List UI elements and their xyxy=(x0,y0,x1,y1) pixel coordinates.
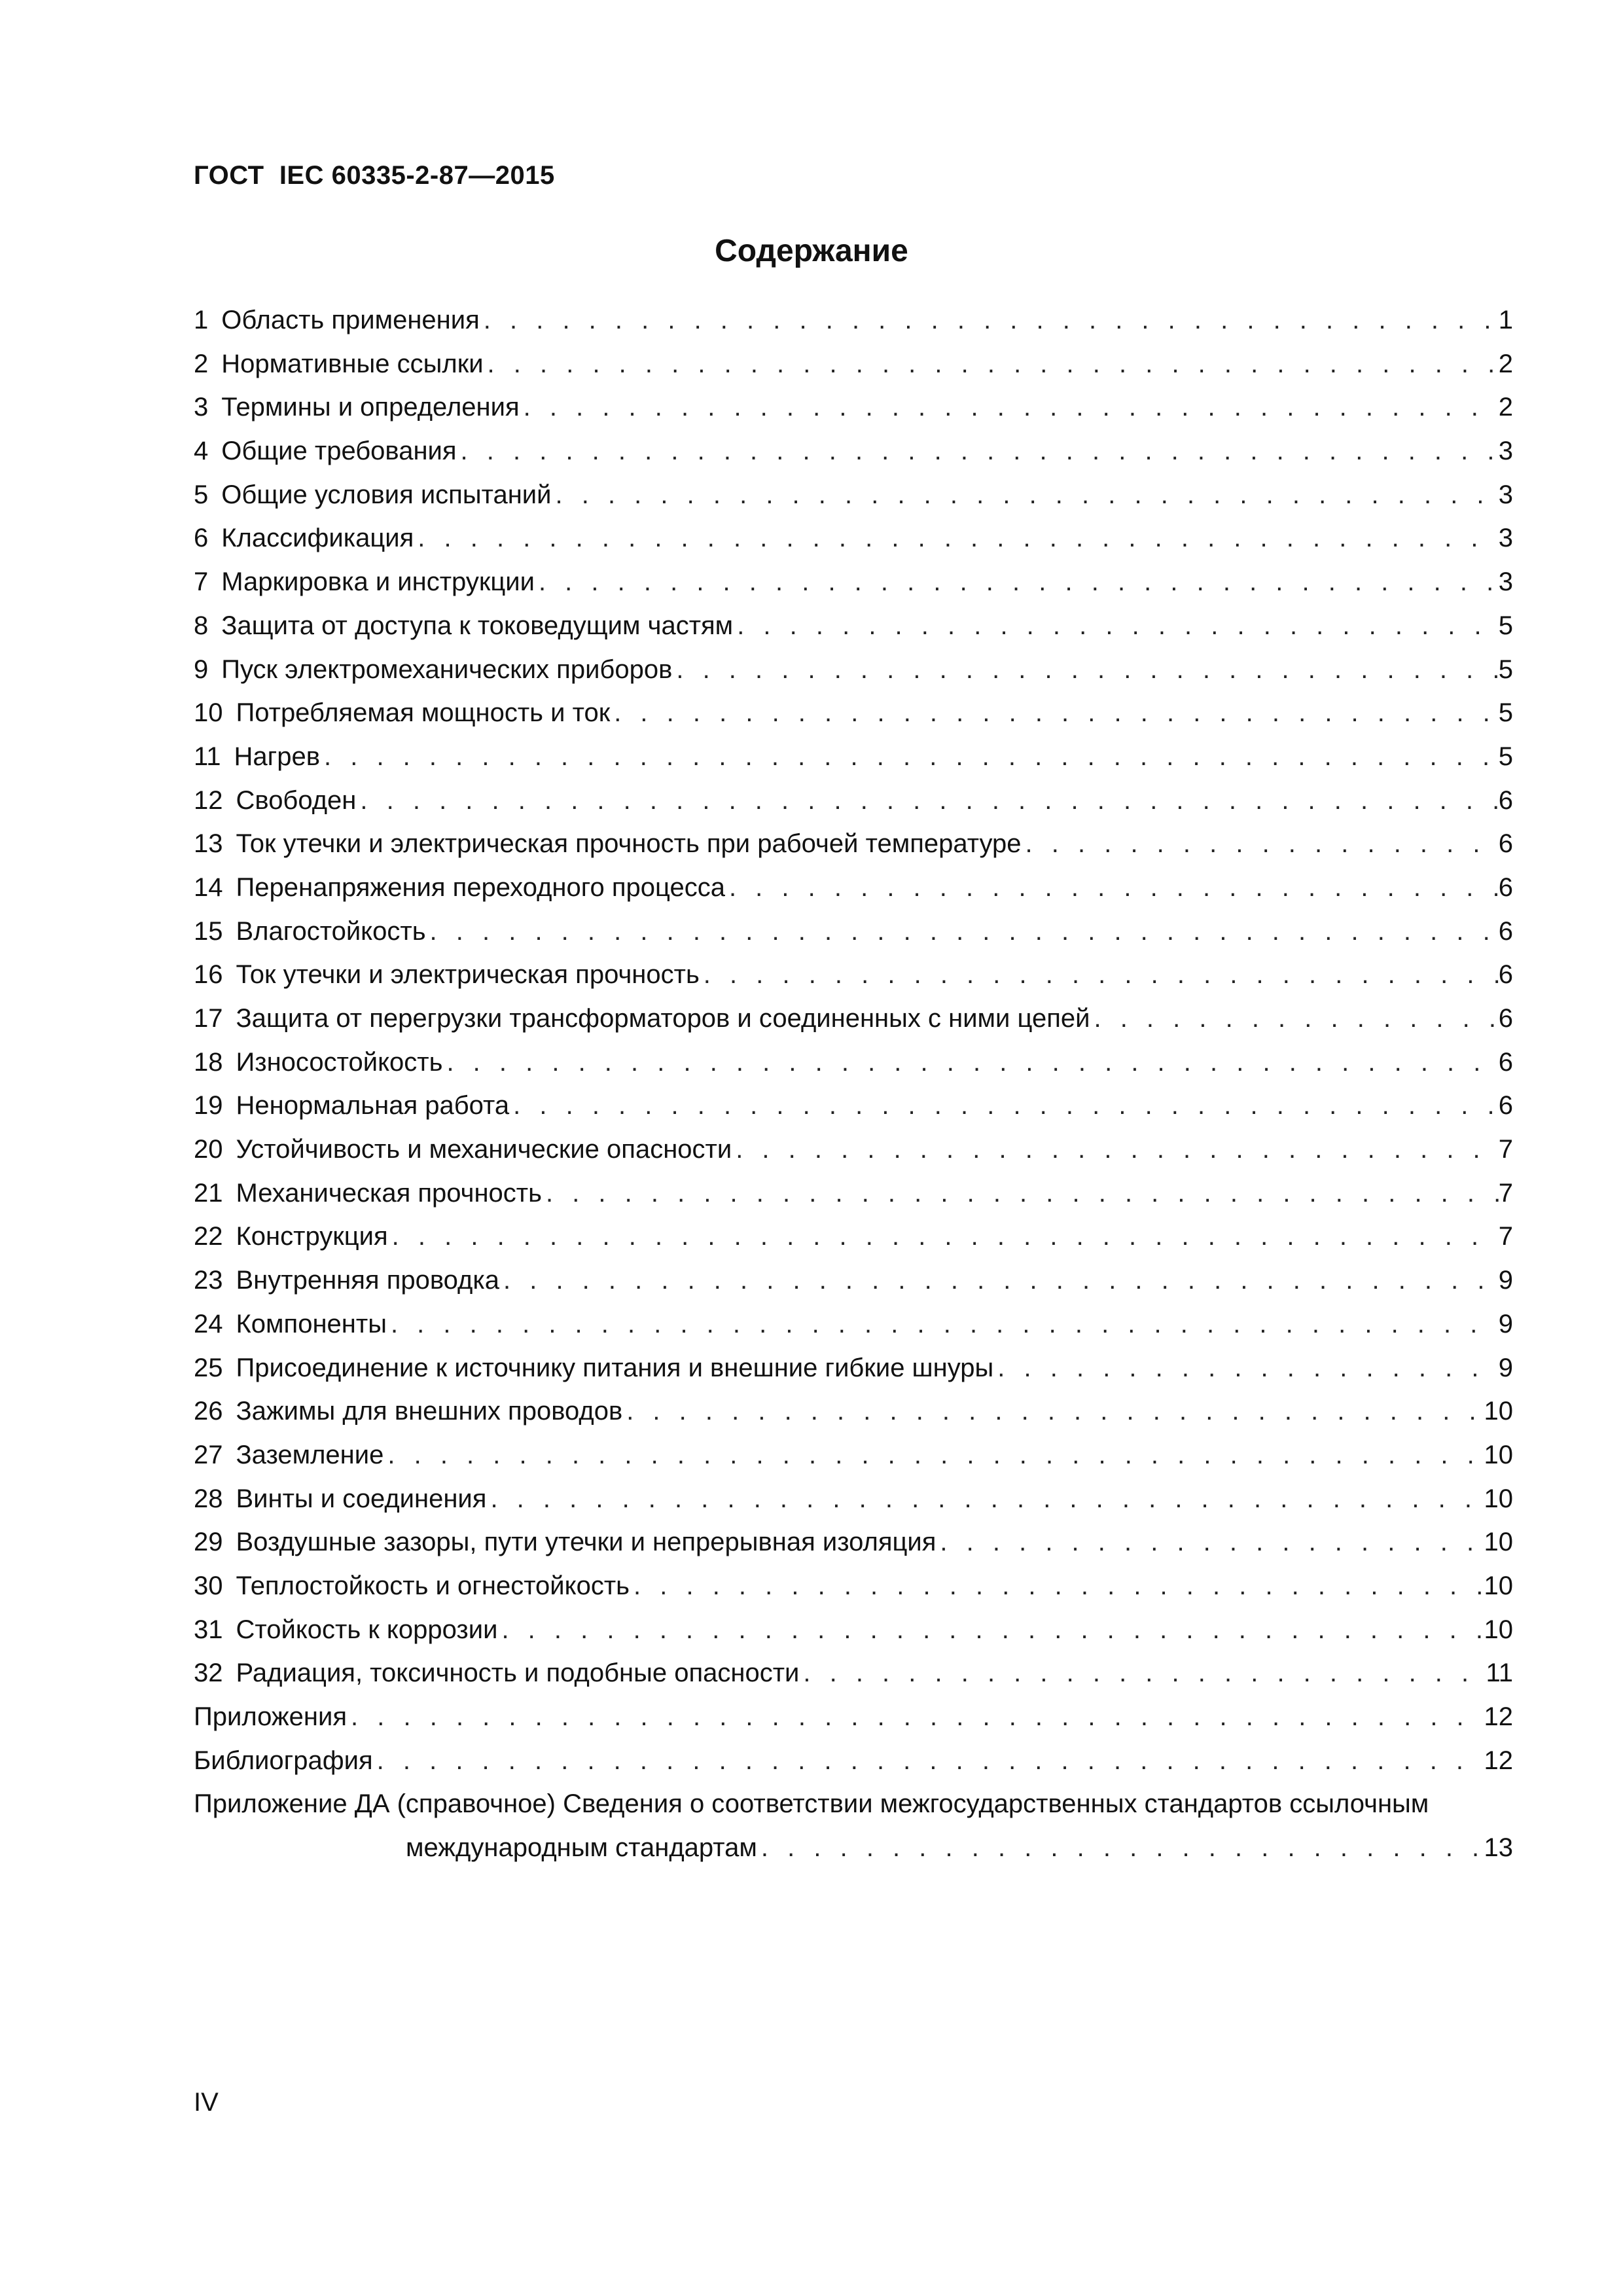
toc-entry[interactable] xyxy=(194,1608,1513,1652)
toc-dot-leader xyxy=(414,516,1498,560)
toc-entry-label: Устойчивость и механические опасности xyxy=(236,1135,732,1164)
toc-entry[interactable] xyxy=(194,386,1513,429)
toc-entry-label: Теплостойкость и огнестойкость xyxy=(236,1571,630,1600)
toc-entry-number: 22 xyxy=(194,1222,223,1251)
toc-entry-number: 5 xyxy=(194,480,209,509)
toc-entry-page: 10 xyxy=(1484,1484,1513,1513)
toc-entry-page: 5 xyxy=(1498,742,1513,771)
toc-entry[interactable] xyxy=(194,1477,1513,1521)
toc-dot-leader xyxy=(388,1215,1499,1259)
toc-entry[interactable] xyxy=(194,1041,1513,1085)
toc-entry[interactable] xyxy=(194,953,1513,997)
toc-entry-page: 3 xyxy=(1498,480,1513,509)
toc-entry[interactable] xyxy=(194,1695,1513,1739)
toc-entry-label: Механическая прочность xyxy=(236,1178,542,1208)
toc-annex-line1: Приложение ДА (справочное) Сведения о соответствии межгосударственных стандартов ссылочным xyxy=(194,1789,1429,1819)
toc-entry-label: Ток утечки и электрическая прочность при рабочей температуре xyxy=(236,829,1022,859)
toc-dot-leader xyxy=(630,1564,1484,1608)
toc-entry-number: 26 xyxy=(194,1397,223,1426)
toc-entry-page: 6 xyxy=(1498,872,1513,902)
toc-entry-page: 12 xyxy=(1484,1746,1513,1775)
toc-entry-page: 6 xyxy=(1498,916,1513,946)
toc-dot-leader xyxy=(480,298,1499,342)
toc-entry-number: 8 xyxy=(194,611,209,640)
toc-dot-leader xyxy=(732,1128,1499,1172)
toc-entry[interactable] xyxy=(194,779,1513,823)
toc-entry-page: 3 xyxy=(1498,524,1513,553)
toc-dot-leader xyxy=(733,604,1499,648)
toc-entry-label: Приложения xyxy=(194,1702,348,1731)
toc-entry-page: 7 xyxy=(1498,1178,1513,1208)
toc-entry-label: Нормативные ссылки xyxy=(221,349,484,378)
toc-dot-leader xyxy=(725,866,1499,910)
toc-entry-label: Термины и определения xyxy=(221,393,520,422)
toc-entry-label: Перенапряжения переходного процесса xyxy=(236,872,725,902)
toc-entry-page: 6 xyxy=(1498,960,1513,990)
toc-entry-label: Заземление xyxy=(236,1440,384,1469)
toc-entry-label: Классификация xyxy=(221,524,414,553)
toc-entry[interactable] xyxy=(194,560,1513,604)
toc-entry-number: 19 xyxy=(194,1091,223,1121)
toc-entry[interactable] xyxy=(194,1739,1513,1783)
toc-entry-label: Защита от перегрузки трансформаторов и соединенных с ними цепей xyxy=(236,1004,1090,1033)
toc-entry[interactable] xyxy=(194,604,1513,648)
toc-entry-number: 4 xyxy=(194,437,209,466)
toc-entry-label: Общие условия испытаний xyxy=(221,480,552,509)
toc-entry-label: Область применения xyxy=(221,306,480,334)
toc-dot-leader xyxy=(497,1608,1484,1652)
toc-dot-leader xyxy=(993,1346,1498,1390)
toc-entry-label: Библиография xyxy=(194,1746,373,1775)
toc-dot-leader xyxy=(520,386,1499,429)
toc-entry-number: 18 xyxy=(194,1047,223,1077)
toc-dot-leader xyxy=(552,473,1499,517)
toc-entry[interactable] xyxy=(194,735,1513,779)
toc-dot-leader xyxy=(936,1520,1484,1564)
toc-entry[interactable] xyxy=(194,1651,1513,1695)
toc-entry-number: 3 xyxy=(194,393,209,422)
toc-dot-leader xyxy=(509,1084,1499,1128)
toc-entry-number: 32 xyxy=(194,1659,223,1688)
toc-entry-number: 12 xyxy=(194,785,223,815)
toc-entry[interactable] xyxy=(194,1564,1513,1608)
toc-entry[interactable] xyxy=(194,1346,1513,1390)
toc-entry-label: Ненормальная работа xyxy=(236,1091,510,1121)
toc-entry-label: Внутренняя проводка xyxy=(236,1266,499,1295)
toc-entry-page: 10 xyxy=(1484,1528,1513,1557)
toc-entry[interactable] xyxy=(194,997,1513,1041)
toc-entry-page: 3 xyxy=(1498,567,1513,597)
toc-dot-leader xyxy=(622,1390,1484,1433)
toc-dot-leader xyxy=(1022,822,1499,866)
toc-entry-page: 10 xyxy=(1484,1440,1513,1469)
toc-dot-leader xyxy=(320,735,1499,779)
toc-dot-leader xyxy=(799,1651,1486,1695)
toc-entry-label: Воздушные зазоры, пути утечки и непрерывная изоляция xyxy=(236,1528,936,1557)
toc-entry-number: 9 xyxy=(194,655,209,684)
toc-entry-page: 2 xyxy=(1498,393,1513,422)
toc-entry-number: 24 xyxy=(194,1309,223,1338)
toc-entry-label: Потребляемая мощность и ток xyxy=(236,698,611,728)
toc-entry-number: 27 xyxy=(194,1440,223,1469)
toc-entry[interactable] xyxy=(194,1128,1513,1172)
toc-entry-label: Компоненты xyxy=(236,1309,387,1338)
toc-entry-page: 10 xyxy=(1484,1397,1513,1426)
toc-entry-label: Защита от доступа к токоведущим частям xyxy=(221,611,734,640)
toc-entry-page: 1 xyxy=(1498,306,1513,334)
toc-dot-leader xyxy=(535,560,1499,604)
toc-entry[interactable] xyxy=(194,1172,1513,1215)
toc-entry-page: 10 xyxy=(1484,1571,1513,1600)
toc-entry-label: Нагрев xyxy=(234,742,320,771)
toc-entry-label: Маркировка и инструкции xyxy=(221,567,535,597)
toc-entry-label: Стойкость к коррозии xyxy=(236,1615,498,1644)
toc-entry-page: 6 xyxy=(1498,1091,1513,1121)
toc-entry-number: 6 xyxy=(194,524,209,553)
toc-entry-label: Общие требования xyxy=(221,437,457,466)
toc-entry-page: 9 xyxy=(1498,1266,1513,1295)
toc-annex-line2-row xyxy=(194,1826,1513,1870)
page-number: IV xyxy=(194,2088,219,2117)
toc-entry-number: 20 xyxy=(194,1135,223,1164)
toc-entry-page: 3 xyxy=(1498,437,1513,466)
toc-entry-number: 14 xyxy=(194,872,223,902)
toc-entry-page: 11 xyxy=(1486,1659,1513,1688)
toc-dot-leader xyxy=(499,1259,1499,1302)
toc-entry-page: 7 xyxy=(1498,1135,1513,1164)
toc-entry-label: Винты и соединения xyxy=(236,1484,487,1513)
toc-dot-leader xyxy=(373,1739,1484,1783)
toc-entry-page: 9 xyxy=(1498,1309,1513,1338)
toc-entry[interactable] xyxy=(194,691,1513,735)
document-code: ГОСТ IEC 60335-2-87—2015 xyxy=(194,161,555,190)
toc-entry-number: 15 xyxy=(194,916,223,946)
toc-entry-page: 6 xyxy=(1498,1004,1513,1033)
toc-entry-page: 6 xyxy=(1498,829,1513,859)
toc-dot-leader xyxy=(672,648,1498,692)
toc-entry[interactable] xyxy=(194,648,1513,692)
toc-entry-number: 25 xyxy=(194,1353,223,1382)
toc-entry[interactable] xyxy=(194,298,1513,342)
toc-entry[interactable] xyxy=(194,1390,1513,1433)
toc-entry[interactable] xyxy=(194,866,1513,910)
toc-entry-number: 1 xyxy=(194,306,209,334)
table-of-contents xyxy=(194,298,1513,1870)
toc-entry-number: 23 xyxy=(194,1266,223,1295)
toc-entry-number: 10 xyxy=(194,698,223,728)
toc-entry-annex[interactable] xyxy=(194,1782,1513,1869)
toc-entry-number: 11 xyxy=(194,742,221,771)
toc-entry-label: Радиация, токсичность и подобные опасности xyxy=(236,1659,800,1688)
toc-entry[interactable] xyxy=(194,1520,1513,1564)
toc-entry-number: 2 xyxy=(194,349,209,378)
toc-entry[interactable] xyxy=(194,1433,1513,1477)
toc-dot-leader xyxy=(383,1433,1484,1477)
toc-entry-page: 5 xyxy=(1498,698,1513,728)
toc-dot-leader xyxy=(486,1477,1484,1521)
toc-entry[interactable] xyxy=(194,822,1513,866)
toc-dot-leader xyxy=(700,953,1499,997)
toc-entry-number: 21 xyxy=(194,1178,223,1208)
toc-dot-leader xyxy=(1090,997,1498,1041)
toc-entry[interactable] xyxy=(194,1215,1513,1259)
toc-dot-leader xyxy=(356,779,1498,823)
toc-entry-number: 28 xyxy=(194,1484,223,1513)
toc-entry-number: 16 xyxy=(194,960,223,990)
toc-entry-label: Свободен xyxy=(236,785,357,815)
toc-dot-leader xyxy=(542,1172,1499,1215)
toc-entry[interactable] xyxy=(194,1302,1513,1346)
toc-entry[interactable] xyxy=(194,1259,1513,1302)
toc-entry-label: Присоединение к источнику питания и внешние гибкие шнуры xyxy=(236,1353,994,1382)
toc-entry[interactable] xyxy=(194,473,1513,517)
toc-entries xyxy=(194,298,1513,1782)
toc-entry[interactable] xyxy=(194,429,1513,473)
toc-entry-label: Зажимы для внешних проводов xyxy=(236,1397,623,1426)
toc-entry-page: 5 xyxy=(1498,655,1513,684)
toc-entry-label: Ток утечки и электрическая прочность xyxy=(236,960,700,990)
toc-dot-leader xyxy=(610,691,1499,735)
toc-entry-page: 6 xyxy=(1498,1047,1513,1077)
toc-entry-page: 9 xyxy=(1498,1353,1513,1382)
toc-entry-page: 10 xyxy=(1484,1615,1513,1644)
toc-entry-page: 5 xyxy=(1498,611,1513,640)
toc-entry[interactable] xyxy=(194,342,1513,386)
toc-entry[interactable] xyxy=(194,910,1513,954)
toc-dot-leader xyxy=(442,1041,1498,1085)
toc-dot-leader xyxy=(387,1302,1499,1346)
toc-entry-page: 12 xyxy=(1484,1702,1513,1731)
toc-dot-leader xyxy=(757,1826,1484,1870)
toc-entry-label: Износостойкость xyxy=(236,1047,443,1077)
toc-entry-label: Влагостойкость xyxy=(236,916,426,946)
toc-dot-leader xyxy=(484,342,1499,386)
toc-entry-label: Конструкция xyxy=(236,1222,388,1251)
toc-entry-page: 2 xyxy=(1498,349,1513,378)
page-title: Содержание xyxy=(715,234,908,268)
toc-entry-page: 7 xyxy=(1498,1222,1513,1251)
toc-annex-line2: международным стандартам xyxy=(406,1833,757,1863)
toc-dot-leader xyxy=(426,910,1499,954)
toc-entry[interactable] xyxy=(194,516,1513,560)
toc-annex-page: 13 xyxy=(1484,1833,1513,1863)
toc-entry-number: 7 xyxy=(194,567,209,597)
toc-entry-number: 13 xyxy=(194,829,223,859)
toc-dot-leader xyxy=(457,429,1499,473)
toc-entry-number: 31 xyxy=(194,1615,223,1644)
toc-entry[interactable] xyxy=(194,1084,1513,1128)
toc-entry-number: 30 xyxy=(194,1571,223,1600)
toc-entry-page: 6 xyxy=(1498,785,1513,815)
toc-dot-leader xyxy=(347,1695,1484,1739)
toc-entry-label: Пуск электромеханических приборов xyxy=(221,655,673,684)
toc-entry-number: 17 xyxy=(194,1004,223,1033)
toc-entry-number: 29 xyxy=(194,1528,223,1557)
